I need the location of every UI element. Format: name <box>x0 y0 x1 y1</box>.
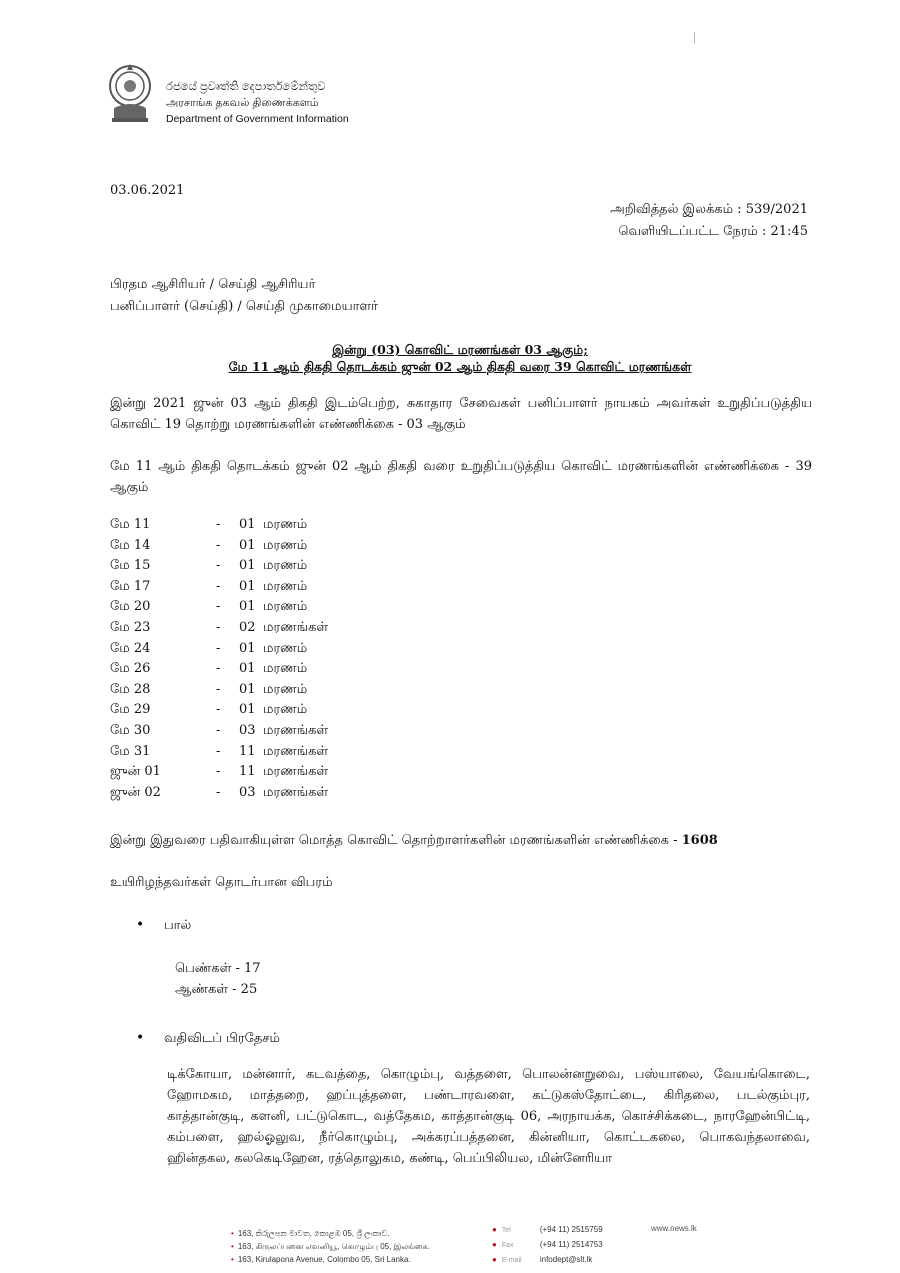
gender-heading: பால் <box>164 918 192 933</box>
list-dash: - <box>216 784 221 800</box>
list-dash: - <box>216 640 221 656</box>
list-count: 03 <box>239 722 256 738</box>
contact-value: (+94 11) 2515759 <box>539 1225 603 1234</box>
list-word: மரணம் <box>263 640 308 656</box>
list-date: மே 23 <box>110 619 151 635</box>
list-dash: - <box>216 619 221 635</box>
headline: இன்று (03) கொவிட் மரணங்கள் 03 ஆகும்; <box>332 342 588 357</box>
list-dash: - <box>216 578 221 594</box>
list-date: ஜுன் 02 <box>110 784 161 800</box>
list-word: மரணம் <box>263 681 308 697</box>
contact-label: Tel <box>501 1227 511 1234</box>
list-count: 01 <box>239 599 256 615</box>
contact-value: infodept@slt.lk <box>539 1255 593 1264</box>
org-name-sinhala: රජයේ ප්‍රවෘත්ති දෙපාර්තමේන්තුව <box>166 81 326 93</box>
footer-address <box>231 1227 430 1266</box>
list-dash: - <box>216 599 221 615</box>
list-count: 01 <box>239 578 256 594</box>
margin-mark <box>694 32 695 44</box>
footer-contacts <box>492 1222 603 1267</box>
email-icon: ● <box>492 1255 497 1264</box>
document-date: 03.06.2021 <box>110 183 185 198</box>
contact-value: (+94 11) 2514753 <box>539 1240 603 1249</box>
male-count: ஆண்கள் - 25 <box>175 982 258 997</box>
addressee-line: பனிப்பாளர் (செய்தி) / செய்தி முகாமையாளர் <box>110 299 378 314</box>
bullet-icon: • <box>136 917 145 933</box>
notice-number: அறிவித்தல் இலக்கம் : 539/2021 <box>610 202 808 217</box>
address-line-tamil: • 163, கிருலப்பனை எவனியூ, கொழும்பு 05, இலங்கை. <box>231 1240 430 1253</box>
org-name-tamil: அரசாங்க தகவல் திணைக்களம் <box>166 97 319 109</box>
list-word: மரணம் <box>263 537 308 553</box>
list-count: 01 <box>239 517 256 532</box>
list-date: மே 31 <box>110 743 151 759</box>
total-deaths-text: இன்று இதுவரை பதிவாகியுள்ள மொத்த கொவிட் தொற்றாளர்களின் மரணங்களின் எண்ணிக்கை - <box>110 833 682 848</box>
contact-fax <box>492 1237 603 1252</box>
list-date: மே 11 <box>110 517 151 532</box>
list-count: 01 <box>239 558 256 574</box>
fax-icon: ● <box>492 1240 497 1249</box>
address-line-sinhala: • 163, කිරුලපන මාවත, කොළඹ 05, ශ්‍රී ලංකාව. <box>231 1227 430 1240</box>
female-count: பெண்கள் - 17 <box>175 961 261 976</box>
organization-name <box>166 79 349 127</box>
list-dash: - <box>216 764 221 780</box>
list-count: 11 <box>239 764 256 780</box>
list-word: மரணங்கள் <box>263 764 329 780</box>
list-word: மரணங்கள் <box>263 784 329 800</box>
list-date: மே 29 <box>110 702 151 718</box>
contact-email <box>492 1252 603 1267</box>
list-word: மரணங்கள் <box>263 743 329 759</box>
list-count: 03 <box>239 784 256 800</box>
list-word: மரணங்கள் <box>263 722 329 738</box>
addressee-line: பிரதம ஆசிரியர் / செய்தி ஆசிரியர் <box>110 277 316 292</box>
list-word: மரணம் <box>263 661 308 677</box>
contact-phone <box>492 1222 603 1237</box>
list-word: மரணம் <box>263 599 308 615</box>
list-date: மே 26 <box>110 661 151 677</box>
list-word: மரணம் <box>263 517 308 532</box>
list-dash: - <box>216 661 221 677</box>
contact-label: E-mail <box>501 1257 522 1264</box>
government-emblem-icon <box>106 60 154 124</box>
list-date: மே 17 <box>110 578 151 594</box>
release-time: வெளியிடப்பட்ட நேரம் : 21:45 <box>618 224 808 239</box>
list-date: மே 14 <box>110 537 151 553</box>
list-word: மரணம் <box>263 578 308 594</box>
list-date: மே 28 <box>110 681 151 697</box>
list-count: 01 <box>239 681 256 697</box>
phone-icon: ● <box>492 1225 497 1234</box>
list-count: 02 <box>239 619 256 635</box>
list-count: 11 <box>239 743 256 759</box>
list-dash: - <box>216 537 221 553</box>
total-deaths-line <box>110 833 718 849</box>
list-word: மரணம் <box>263 702 308 718</box>
bullet-icon: • <box>136 1030 145 1046</box>
footer-website: www.news.lk <box>651 1224 697 1233</box>
list-dash: - <box>216 702 221 718</box>
list-date: ஜுன் 01 <box>110 764 161 780</box>
list-date: மே 20 <box>110 599 151 615</box>
list-count: 01 <box>239 640 256 656</box>
total-deaths-value: 1608 <box>681 833 718 848</box>
list-word: மரணம் <box>263 558 308 574</box>
body-paragraph: மே 11 ஆம் திகதி தொடக்கம் ஜுன் 02 ஆம் திகதி வரை உறுதிப்படுத்திய கொவிட் மரணங்களின் எண்ணிக்கை - 39 ஆகும் <box>110 459 812 495</box>
list-dash: - <box>216 743 221 759</box>
list-count: 01 <box>239 661 256 677</box>
details-heading: உயிரிழந்தவர்கள் தொடர்பான விபரம் <box>110 875 333 890</box>
list-date: மே 30 <box>110 722 151 738</box>
list-dash: - <box>216 681 221 697</box>
body-paragraph: இன்று 2021 ஜுன் 03 ஆம் திகதி இடம்பெற்ற, சுகாதார சேவைகள் பனிப்பாளர் நாயகம் அவர்கள் உறுதிப்படுத்திய கொவிட் 19 தொற்று மரணங்களின் எண்ணிக்கை - 03 ஆகும் <box>110 396 812 432</box>
contact-label: Fax <box>501 1242 514 1249</box>
residence-heading: வதிவிடப் பிரதேசம் <box>164 1031 280 1046</box>
org-name-english: Department of Government Information <box>166 113 349 125</box>
list-date: மே 15 <box>110 558 151 574</box>
list-dash: - <box>216 722 221 738</box>
sub-headline: மே 11 ஆம் திகதி தொடக்கம் ஜுன் 02 ஆம் திகதி வரை 39 கொவிட் மரணங்கள் <box>228 359 692 374</box>
list-dash: - <box>216 558 221 574</box>
address-line-english: • 163, Kirulapona Avenue, Colombo 05, Sri Lanka. <box>231 1253 430 1266</box>
list-dash: - <box>216 517 221 532</box>
residence-places: டிக்கோயா, மன்னார், கடவத்தை, கொழும்பு, வத்தளை, பொலன்னறுவை, பஸ்யாலை, வேயங்கொடை, ஹோமகம, மாத்தறை, ஹப்புத்தளை, பண்டாரவளை, கட்டுகஸ்தோட்டை, கிரிதலை, படல்கும்புர, காத்தான்குடி, களனி, பட்டுகொட, வத்தேகம, காத்தான்குடி 06, அரநாயக்க, கொச்சிக்கடை, நாரஹேன்பிட்டி, கம்பளை, ஹல்ஓலுவ, நீர்கொழும்பு, அக்கரப்பத்தனை, கின்னியா, கொட்டகலை, பொகவந்தலாவை, ஹின்தகல, கலகெடிஹேன, ரத்தொலுகம, கண்டி, பெப்பிலியல, மின்னேரியா <box>167 1067 810 1166</box>
list-word: மரணங்கள் <box>263 619 329 635</box>
list-date: மே 24 <box>110 640 151 656</box>
list-count: 01 <box>239 537 256 553</box>
list-count: 01 <box>239 702 256 718</box>
